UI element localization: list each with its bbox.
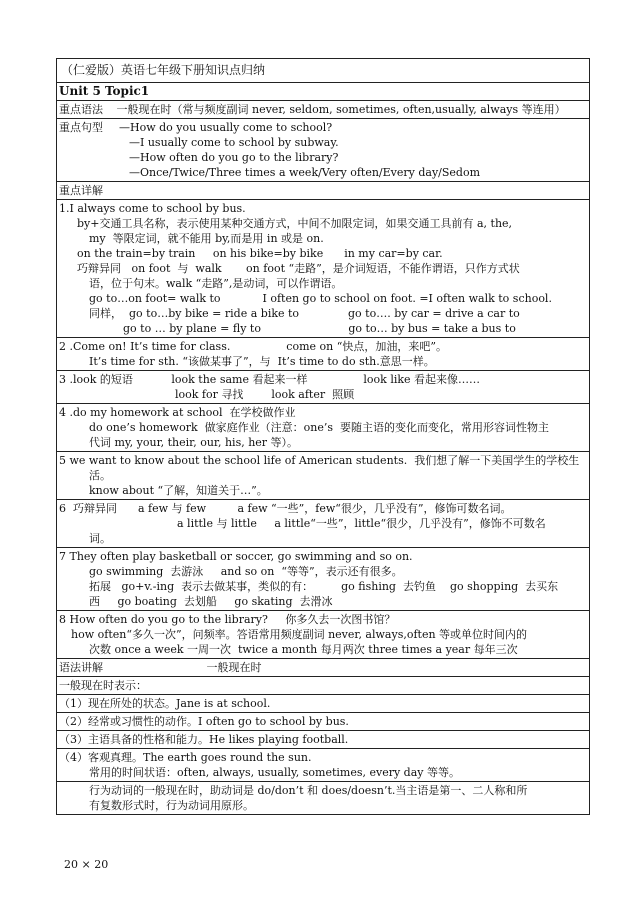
point-line: by+交通工具名称，表示使用某种交通方式，中间不加限定词，如果交通工具前有 a, the, — [77, 217, 513, 230]
sentence-line: —How often do you go to the library? — [129, 151, 339, 164]
unit-heading — [56, 83, 590, 101]
point-heading: 4 .do my homework at school 在学校做作业 — [59, 406, 296, 419]
document-title-text: （仁爱版）英语七年级下册知识点归纳 — [61, 63, 266, 77]
detail-label: 重点详解 — [59, 184, 103, 197]
point-line: look for 寻找 look after 照顾 — [175, 388, 355, 401]
point-3 — [56, 371, 590, 404]
point-line: my 等限定词，就不能用 by,而是用 in 或是 on. — [89, 232, 324, 245]
point-line: It’s time for sth. “该做某事了”，与 It’s time to do sth.意思一样。 — [89, 355, 435, 368]
point-heading: 3 .look 的短语 look the same 看起来一样 look like 看起来像…… — [59, 373, 481, 386]
grammar-item-2 — [56, 713, 590, 731]
point-line: 同样， go to…by bike = ride a bike to go to…. by car = drive a car to — [89, 307, 520, 320]
point-2 — [56, 338, 590, 371]
point-line: do one’s homework 做家庭作业（注意：one’s 要随主语的变化而变化，常用形容词性物主 — [89, 421, 549, 434]
grammar-explain-label: 语法讲解 — [59, 661, 103, 674]
point-line: go to…on foot= walk to I often go to school on foot. =I often walk to school. — [89, 292, 552, 305]
grammar-intro-row — [56, 677, 590, 695]
sentence-line: —How do you usually come to school? — [119, 121, 333, 134]
point-line: on the train=by train on his bike=by bike in my car=by car. — [77, 247, 443, 260]
point-7 — [56, 548, 590, 611]
key-grammar-row — [56, 101, 590, 119]
point-heading: 7 They often play basketball or soccer, go swimming and so on. — [59, 550, 413, 563]
point-heading: 8 How often do you go to the library? 你多久去一次图书馆？ — [59, 613, 396, 626]
grammar-explain-topic: 一般现在时 — [206, 661, 262, 674]
point-5 — [56, 452, 590, 500]
point-heading: 1.I always come to school by bus. — [59, 202, 246, 215]
grammar-item-3 — [56, 731, 590, 749]
point-line: know about “了解，知道关于…”。 — [89, 484, 268, 497]
grammar-item-text: 行为动词的一般现在时，助动词是 do/don’t 和 does/doesn’t.当主语是第一、二人称和所 — [89, 784, 528, 797]
sentence-line: —I usually come to school by subway. — [129, 136, 339, 149]
grammar-item-1 — [56, 695, 590, 713]
key-grammar-label: 重点语法 — [59, 103, 103, 116]
grammar-item-text: （4）客观真理。The earth goes round the sun. — [59, 751, 312, 764]
point-6 — [56, 500, 590, 548]
grammar-explain-row — [56, 659, 590, 677]
point-line: a little 与 little a little“一些”，little“很少，几乎没有”，修饰不可数名 — [177, 517, 546, 530]
point-line: 活。 — [89, 469, 111, 482]
key-sentences-label: 重点句型 — [59, 121, 103, 134]
point-line: 拓展 go+v.-ing 表示去做某事，类似的有： go fishing 去钓鱼 go shopping 去买东 — [89, 580, 559, 593]
document-title — [56, 58, 590, 83]
detail-label-row — [56, 182, 590, 200]
point-line: 词。 — [89, 532, 111, 545]
page-footer: 20 × 20 — [64, 858, 109, 871]
grammar-item-5 — [56, 782, 590, 815]
point-line: how often“多久一次”，问频率。答语常用频度副词 never, always,often 等或单位时间内的 — [71, 628, 528, 641]
point-heading: 2 .Come on! It’s time for class. come on “快点，加油，来吧”。 — [59, 340, 447, 353]
key-grammar-text: 一般现在时（常与频度副词 never, seldom, sometimes, often,usually, always 等连用） — [116, 103, 566, 116]
grammar-intro: 一般现在时表示： — [59, 679, 147, 692]
point-line: 西 go boating 去划船 go skating 去滑冰 — [89, 595, 333, 608]
point-line: go swimming 去游泳 and so on “等等”，表示还有很多。 — [89, 565, 403, 578]
grammar-item-text: （1）现在所处的状态。Jane is at school. — [59, 697, 271, 710]
grammar-item-text: （2）经常或习惯性的动作。I often go to school by bus. — [59, 715, 349, 728]
point-4 — [56, 404, 590, 452]
point-heading: 5 we want to know about the school life of American students. 我们想了解一下美国学生的学校生 — [59, 454, 580, 467]
point-1 — [56, 200, 590, 338]
point-line: go to … by plane = fly to go to… by bus = take a bus to — [123, 322, 516, 335]
grammar-item-text: 有复数形式时，行为动词用原形。 — [89, 799, 254, 812]
key-sentences-row — [56, 119, 590, 182]
sentence-line: —Once/Twice/Three times a week/Very often/Every day/Sedom — [129, 166, 481, 179]
point-line: 巧辩异同 on foot 与 walk on foot “走路”，是介词短语，不能作谓语，只作方式状 — [77, 262, 520, 275]
grammar-item-text: （3）主语具备的性格和能力。He likes playing football. — [59, 733, 349, 746]
point-heading: 6 巧辩异同 a few 与 few a few “一些”，few“很少，几乎没有”，修饰可数名词。 — [59, 502, 512, 515]
unit-heading-text: Unit 5 Topic1 — [59, 84, 150, 98]
grammar-item-text: 常用的时间状语：often, always, usually, sometimes, every day 等等。 — [89, 766, 460, 779]
point-line: 语，位于句末。walk “走路”,是动词，可以作谓语。 — [89, 277, 343, 290]
point-line: 次数 once a week 一周一次 twice a month 每月两次 three times a year 每年三次 — [89, 643, 518, 656]
point-8 — [56, 611, 590, 659]
grammar-item-4 — [56, 749, 590, 782]
point-line: 代词 my, your, their, our, his, her 等）。 — [89, 436, 299, 449]
notes-table — [56, 58, 590, 815]
